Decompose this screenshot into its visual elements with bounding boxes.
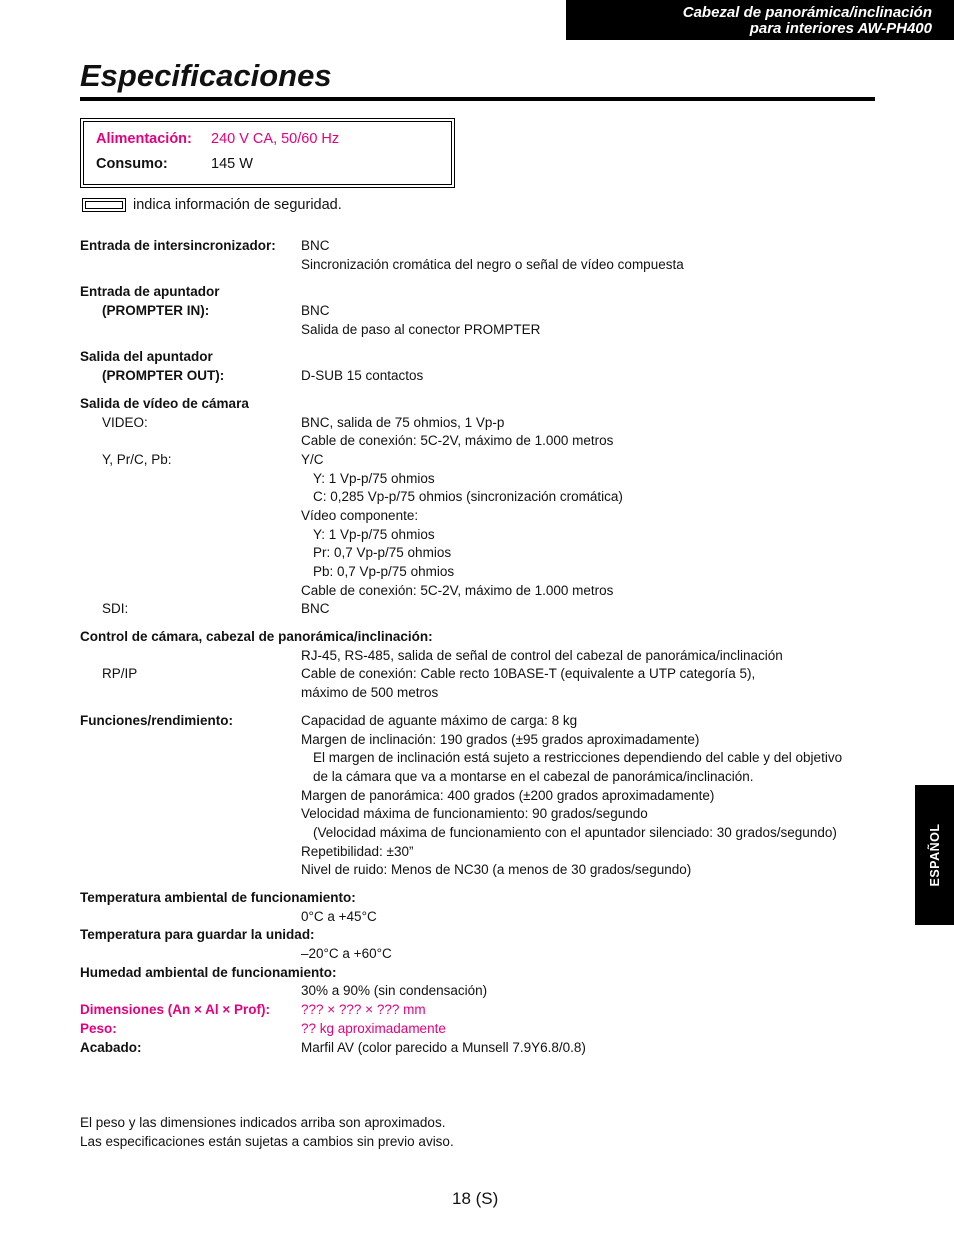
- header-line-2: para interiores AW-PH400: [749, 20, 932, 37]
- spec-row: [80, 1039, 880, 1058]
- spec-row: [80, 302, 880, 321]
- header-line-1: Cabezal de panorámica/inclinación: [682, 4, 932, 21]
- page-number: 18 (S): [452, 1189, 499, 1208]
- spec-row: [80, 283, 880, 302]
- spec-label-dimensions: Dimensiones (An × Al × Prof):: [80, 1002, 271, 1018]
- spec-label-functions: Funciones/rendimiento:: [80, 712, 234, 728]
- spec-label-storage-temp: Temperatura para guardar la unidad:: [80, 927, 315, 943]
- spec-value: –20°C a +60°C: [301, 946, 392, 962]
- spec-row: [80, 1020, 880, 1039]
- spec-value: Nivel de ruido: Menos de NC30 (a menos de 30 grados/segundo): [301, 862, 692, 878]
- spec-row: [80, 256, 880, 275]
- safety-note-text: indica información de seguridad.: [133, 197, 342, 213]
- power-info-box: [80, 118, 455, 188]
- spec-row: [80, 843, 880, 862]
- spec-row: [80, 731, 880, 750]
- footnote-line: Las especificaciones están sujetas a cambios sin previo aviso.: [80, 1134, 454, 1149]
- spec-value: Margen de inclinación: 190 grados (±95 grados aproximadamente): [301, 731, 700, 747]
- spec-row: [80, 1001, 880, 1020]
- spec-row: [80, 824, 880, 843]
- spec-row: [80, 600, 880, 619]
- spec-row: [80, 805, 880, 824]
- spec-row: [80, 414, 880, 433]
- spec-value: C: 0,285 Vp-p/75 ohmios (sincronización cromática): [313, 489, 623, 505]
- power-supply-label: Alimentación:: [96, 131, 192, 147]
- spec-value: Cable de conexión: 5C-2V, máximo de 1.000 metros: [301, 582, 614, 598]
- spec-value: D-SUB 15 contactos: [301, 368, 424, 384]
- spec-value: Y: 1 Vp-p/75 ohmios: [313, 526, 435, 542]
- spec-value: BNC: [301, 601, 330, 617]
- spec-row: [80, 768, 880, 787]
- spec-value: Velocidad máxima de funcionamiento: 90 grados/segundo: [301, 806, 648, 822]
- spec-row: [80, 982, 880, 1001]
- spec-value: Repetibilidad: ±30”: [301, 843, 414, 859]
- spec-value: ?? kg aproximadamente: [301, 1020, 446, 1036]
- spec-row: [80, 367, 880, 386]
- spec-label-op-temp: Temperatura ambiental de funcionamiento:: [80, 890, 356, 905]
- power-supply-value: 240 V CA, 50/60 Hz: [211, 131, 340, 147]
- spec-label-prompter-in: Entrada de apuntador: [80, 284, 220, 300]
- spec-value: Margen de panorámica: 400 grados (±200 grados aproximadamente): [301, 787, 715, 803]
- spec-value: Marfil AV (color parecido a Munsell 7.9Y6.8/0.8): [301, 1039, 586, 1055]
- spec-label-control: Control de cámara, cabezal de panorámica/inclinación:: [80, 629, 433, 645]
- spec-row: [80, 544, 880, 563]
- spec-sublabel: VIDEO:: [102, 414, 148, 430]
- spec-label-camera-video: Salida de vídeo de cámara: [80, 395, 249, 411]
- spec-value: El margen de inclinación está sujeto a restricciones dependiendo del cable y del objetivo: [313, 750, 843, 766]
- spec-value: Vídeo componente:: [301, 507, 419, 523]
- spec-value: ??? × ??? × ??? mm: [301, 1002, 426, 1018]
- spec-value: RJ-45, RS-485, salida de señal de control del cabezal de panorámica/inclinación: [301, 647, 783, 663]
- spec-row: [80, 945, 880, 964]
- spec-value: BNC, salida de 75 ohmios, 1 Vp-p: [301, 414, 505, 430]
- spec-row: [80, 665, 880, 684]
- spec-label-humidity: Humedad ambiental de funcionamiento:: [80, 964, 337, 980]
- specifications-list: [80, 237, 880, 1057]
- spec-value: Pr: 0,7 Vp-p/75 ohmios: [313, 545, 452, 561]
- spec-value: Sincronización cromática del negro o señal de vídeo compuesta: [301, 256, 684, 272]
- safety-box-icon: [82, 198, 126, 212]
- spec-value: BNC: [301, 238, 330, 253]
- spec-row: [80, 712, 880, 731]
- spec-sublabel: Y, Pr/C, Pb:: [102, 451, 172, 467]
- spec-label-weight: Peso:: [80, 1020, 117, 1036]
- spec-sublabel: (PROMPTER IN):: [102, 303, 210, 319]
- power-info-box-inner: [83, 121, 452, 185]
- spec-value: Pb: 0,7 Vp-p/75 ohmios: [313, 564, 455, 579]
- spec-row: [80, 647, 880, 666]
- spec-value: BNC: [301, 303, 330, 319]
- spec-row: [80, 628, 880, 647]
- spec-row: [80, 563, 880, 582]
- spec-row: [80, 749, 880, 768]
- spec-value: Capacidad de aguante máximo de carga: 8 kg: [301, 712, 578, 728]
- spec-value: de la cámara que va a montarse en el cabezal de panorámica/inclinación.: [313, 768, 754, 784]
- spec-sublabel: SDI:: [102, 601, 129, 617]
- page-title: Especificaciones: [80, 58, 332, 93]
- spec-value: Salida de paso al conector PROMPTER: [301, 321, 541, 337]
- footnotes: [80, 1113, 454, 1151]
- spec-row: [80, 470, 880, 489]
- spec-row: [80, 451, 880, 470]
- language-tab-label: ESPAÑOL: [927, 823, 942, 887]
- document-header: [566, 0, 954, 40]
- spec-label-finish: Acabado:: [80, 1039, 142, 1055]
- spec-row: [80, 432, 880, 451]
- spec-label-prompter-out: Salida del apuntador: [80, 349, 213, 365]
- spec-row: [80, 908, 880, 927]
- spec-row: [80, 684, 880, 703]
- spec-row: [80, 889, 880, 908]
- spec-row: [80, 861, 880, 880]
- footnote-line: El peso y las dimensiones indicados arriba son aproximados.: [80, 1115, 446, 1130]
- spec-value: Y: 1 Vp-p/75 ohmios: [313, 470, 435, 486]
- spec-row: [80, 582, 880, 601]
- spec-value: 0°C a +45°C: [301, 908, 377, 924]
- safety-note: [80, 196, 480, 214]
- spec-value: máximo de 500 metros: [301, 685, 439, 701]
- spec-row: [80, 507, 880, 526]
- spec-value: Y/C: [301, 451, 324, 467]
- spec-value: Cable de conexión: 5C-2V, máximo de 1.000 metros: [301, 433, 614, 449]
- language-tab: [915, 785, 954, 925]
- power-consumption-value: 145 W: [211, 156, 253, 172]
- spec-value: 30% a 90% (sin condensación): [301, 983, 488, 999]
- spec-row: [80, 237, 880, 256]
- spec-row: [80, 321, 880, 340]
- title-rule: [80, 97, 875, 101]
- spec-row: [80, 926, 880, 945]
- spec-row: [80, 488, 880, 507]
- power-consumption-label: Consumo:: [96, 156, 168, 172]
- spec-sublabel: RP/IP: [102, 666, 138, 682]
- spec-row: [80, 395, 880, 414]
- spec-label-genlock: Entrada de intersincronizador:: [80, 238, 276, 253]
- spec-row: [80, 348, 880, 367]
- spec-row: [80, 787, 880, 806]
- spec-value: Cable de conexión: Cable recto 10BASE-T (equivalente a UTP categoría 5),: [301, 666, 756, 682]
- spec-row: [80, 526, 880, 545]
- spec-value: (Velocidad máxima de funcionamiento con el apuntador silenciado: 30 grados/segundo): [313, 824, 837, 840]
- spec-row: [80, 964, 880, 983]
- spec-sublabel: (PROMPTER OUT):: [102, 368, 225, 384]
